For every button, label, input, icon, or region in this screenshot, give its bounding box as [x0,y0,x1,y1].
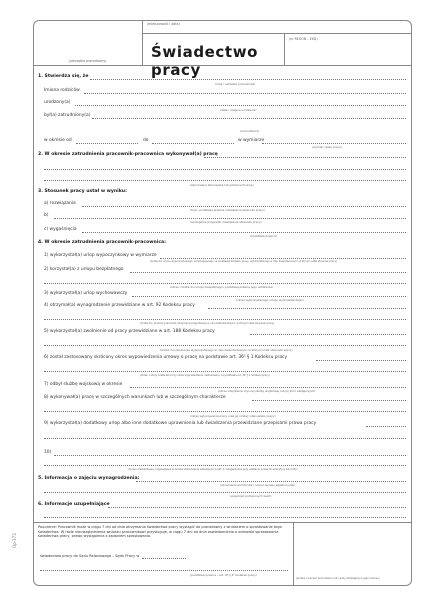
section-5-heading: 5. Informacja o zajęciu wynagrodzenia: [38,476,140,481]
work-field-1[interactable] [204,157,406,158]
item-9-field-2[interactable] [44,438,406,439]
termination-b-field[interactable] [54,218,406,219]
item-6-label: 6) został zastosowany skrócony okres wypowiedzenia umowy o pracę na podstawie art. 36¹ § 1 Kodeksu pracy [44,355,288,360]
employed-label: był(a) zatrudniony(a) [44,113,91,118]
item-6-field[interactable] [316,360,406,361]
termination-c-caption: (podstawa prawna) [250,234,278,238]
item-8-caption: (okres wykonywania pracy oraz jej rodzaj i stanowisko pracy) [190,414,276,418]
item-1-field[interactable] [160,258,406,259]
form-code: Op-373 [12,533,17,548]
termination-b-label: b) [44,213,49,218]
item-7-label: 7) odbył służbę wojskową w okresie [44,382,123,387]
item-3-field[interactable] [132,296,406,297]
form-title: Świadectwo pracy [151,43,259,79]
termination-c-field[interactable] [82,232,406,233]
item-4-field[interactable] [208,308,406,309]
signature-caption: (podpis i pieczęć pracodawcy lub osoby działającej w jego imieniu) [296,577,380,580]
garnish-caption-b: (wysokość potrąconych kwot) [230,494,272,498]
termination-a-caption: (tryb i podstawa prawna rozwiązania stosunku pracy) [190,208,265,212]
item-1-caption: (liczba dni urlopu wypoczynkowego, przysługującego na podstawie Kodeksu pracy, wykorzystanego w roku kalendarzowym, w którym ustał stosunek pracy) [150,260,337,263]
item-7-caption: (okres odbywania czynnej służby wojskowej lub jej form zastępczych) [218,389,316,393]
item-7-field[interactable] [130,387,406,388]
item-8-field[interactable] [252,400,406,401]
item-8-field-2[interactable] [44,411,406,412]
born-field[interactable] [75,105,406,106]
item-4-field-2[interactable] [44,319,406,320]
item-5-caption: (liczba dni zwolnienia wykorzystanego w roku kalendarzowym, w którym ustał stosunek pracy) [160,348,293,352]
place-date-box[interactable] [143,20,412,34]
work-field-2[interactable] [44,169,406,170]
dimension-label: w wymiarze [238,138,265,143]
work-caption: (zajmowane stanowiska lub pełnione funkcje) [190,183,254,187]
legal-basis-caption: (podstawa prawna – art. 97 § 2¹ Kodeksu pracy) [190,573,257,577]
period-from-field[interactable] [76,143,138,144]
item-1-label: 1) wykorzystał(a) urlop wypoczynkowy w wymiarze [44,253,157,258]
parents-label: Imiona rodziców [44,88,80,93]
garnish-caption-a: (oznaczenie komornika i numer sprawy egzekucyjnej) [220,483,296,487]
period-from-label: w okresie od [44,138,72,143]
termination-a-label: a) rozwiązania [44,201,76,206]
title-box [143,34,285,79]
place-caption: (miejscowość i data) [147,22,180,26]
name-caption: (imię i nazwisko pracownika) [215,82,256,86]
dimension-caption: (wymiar czasu pracy) [312,145,343,149]
garnish-field-2[interactable] [44,492,406,493]
item-2-label: 2) korzystał(a) z urlopu bezpłatnego [44,267,124,272]
item-4-label: 4) otrzymał(a) wynagrodzenie przewidziane w art. 92 Kodeksu pracy [44,303,195,308]
item-4-caption: (liczba dni, za które pracownik otrzymał wynagrodzenie w roku kalendarzowym, w którym ustał stosunek pracy) [140,322,275,325]
item-10-field[interactable] [54,455,406,456]
termination-c-label: c) wygaśnięcia [44,227,77,232]
item-5-field[interactable] [250,334,406,335]
employer-caption: (pracodawca) [240,129,260,133]
section-1-heading: 1. Stwierdza się, że [38,74,89,79]
item-2-field-2[interactable] [44,283,406,284]
item-5-label: 5) wykorzystał(a) zwolnienie od pracy przewidziane w art. 188 Kodeksu pracy [44,329,215,334]
item-2-field[interactable] [130,272,406,273]
item-9-field[interactable] [366,426,406,427]
garnish-field-1[interactable] [136,481,406,482]
court-label: świadectwa pracy do Sądu Rejonowego – Sądu Pracy w [40,554,140,558]
section-3-heading: 3. Stosunek pracy ustał w wyniku: [38,189,127,194]
section-4-heading: 4. W okresie zatrudnienia pracownik-pracownica: [38,240,166,245]
born-caption: (data i miejsce urodzenia) [220,108,257,112]
stamp-caption: (pieczątka pracodawcy) [68,59,107,63]
supplementary-field-1[interactable] [108,507,406,508]
period-to-label: do [143,138,149,143]
item-10-caption: (okresy nieskładkowe, przypadające w okresie zatrudnienia wskazanym w pkt. 1, uwzględniane przy ustalaniu prawa do emerytury lub renty) [128,468,298,471]
regon-box[interactable] [285,34,412,66]
work-field-3[interactable] [44,180,406,181]
supplementary-field-2[interactable] [44,517,406,518]
item-6-caption: (okres, o który został skrócony okres wypowiedzenia, zastosowany na podstawie art. 36¹ § 1 Kodeksu pracy) [140,374,270,377]
court-field[interactable] [142,558,186,559]
termination-a-field[interactable] [82,206,406,207]
item-9-label: 9) wykorzystał(a) dodatkowy urlop albo inne dodatkowe uprawnienia lub świadczenia przewidziane przepisami prawa pracy [44,421,317,426]
parents-field[interactable] [84,93,406,94]
period-to-field[interactable] [152,143,234,144]
employer-stamp-box [33,20,143,66]
section-6-heading: 6. Informacje uzupełniające [38,502,110,507]
item-10-field-2[interactable] [44,465,406,466]
legal-basis-line [40,570,288,571]
item-5-field-2[interactable] [44,345,406,346]
item-3-label: 3) wykorzystał(a) urlop wychowawczy [44,291,128,296]
section-2-heading: 2. W okresie zatrudnienia pracownik-pracownica wykonywał(a) pracę [38,152,218,157]
dimension-field[interactable] [262,143,406,144]
item-2-caption: (okres i liczba dni urlopu bezpłatnego i podstawa prawna jego udzielenia) [170,285,274,289]
instruction-text: Pouczenie: Pracownik może w ciągu 7 dni od dnia otrzymania świadectwa pracy wystąpić do pracodawcy z wnioskiem o sprostowanie tego świadectwa. W razie nieuwzględnienia wniosku pracownikowi przysługuje, w ciągu 7 dni od dnia zawiadomienia o odmowie sprostowania świadectwa pracy, prawo wystąpienia z żądaniem sprostowania. [38,525,282,539]
termination-b-caption: (szczególne przypadki rozwiązania stosunku pracy) [190,220,262,224]
employer-field[interactable] [92,118,406,119]
name-field[interactable] [90,79,406,80]
born-label: urodzony(a) [44,100,71,105]
regon-caption: (nr REGON – EKD) [289,37,318,41]
item-3-caption: (okres wykorzystanego urlopu wychowawczego) [236,298,304,302]
item-6-field-2[interactable] [44,371,406,372]
item-10-label: 10) [44,450,52,455]
item-8-label: 8) wykonywał(a) pracę w szczególnych warunkach lub w szczególnym charakterze [44,395,226,400]
